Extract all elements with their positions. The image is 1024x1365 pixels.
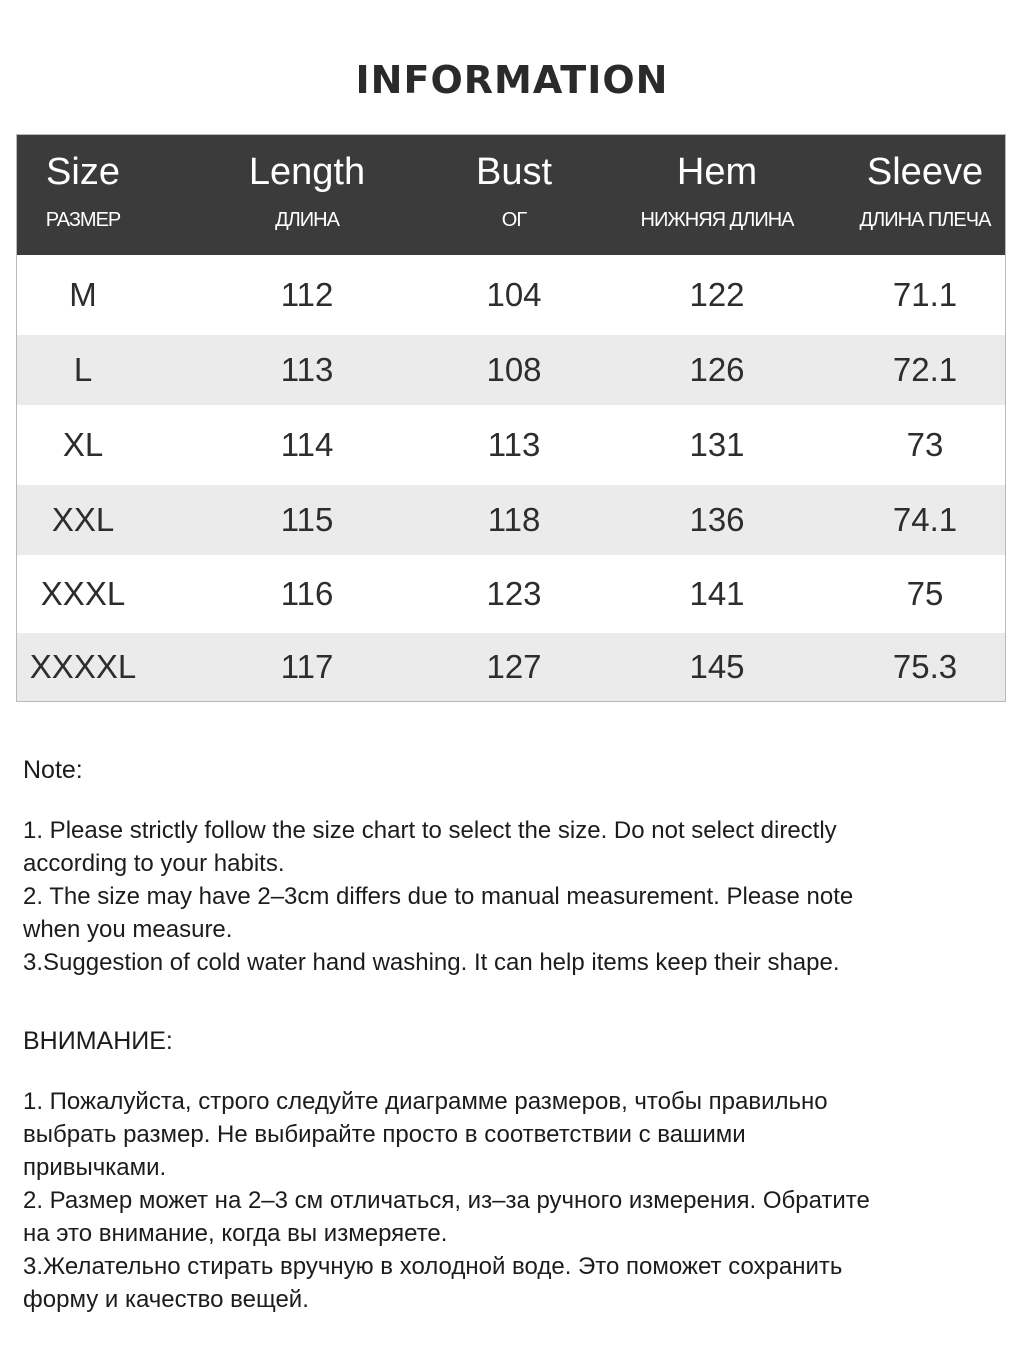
hem-cell: 145 — [689, 648, 745, 685]
header-hem — [617, 135, 817, 255]
note-text: 1. Please strictly follow the size chart to select the size. Do not select directly according to your habits. 2. The size may have 2–3cm differs due to manual measurement. Please note when you measure. 3.Suggestion of cold water hand washing. It can help items keep their shape. — [23, 817, 854, 976]
attention-section — [23, 1027, 1003, 1056]
note-title: Note: — [23, 756, 83, 784]
header-size — [17, 135, 149, 255]
bust-cell: 118 — [487, 501, 541, 538]
table-row — [17, 255, 1005, 335]
sleeve-cell: 72.1 — [892, 351, 958, 388]
header-bust — [414, 135, 614, 255]
length-cell: 114 — [280, 426, 334, 463]
bust-cell: 127 — [486, 648, 542, 685]
hem-cell: 141 — [689, 575, 745, 612]
header-sleeve-en: Sleeve — [866, 151, 984, 193]
length-cell: 115 — [280, 501, 334, 538]
bust-cell: 123 — [486, 575, 542, 612]
size-cell: M — [69, 276, 97, 313]
table-row — [17, 335, 1005, 405]
sleeve-cell: 73 — [906, 426, 944, 463]
table-row — [17, 633, 1005, 701]
length-cell: 117 — [280, 648, 334, 685]
sleeve-cell: 75 — [906, 575, 944, 612]
header-hem-en: Hem — [676, 151, 758, 193]
header-length — [207, 135, 407, 255]
table-row — [17, 485, 1005, 555]
table-row — [17, 555, 1005, 633]
bust-cell: 113 — [487, 426, 541, 463]
header-bust-en: Bust — [475, 151, 553, 193]
attention-text: 1. Пожалуйста, строго следуйте диаграмме размеров, чтобы правильно выбрать размер. Не выбирайте просто в соответствии с вашими привычками. 2. Размер может на 2–3 см отличаться, из–за ручного измерения. Обратите на это внимание, когда вы измеряете. 3.Желательно стирать вручную в холодной воде. Это поможет сохранить форму и качество вещей. — [23, 1088, 870, 1313]
size-cell: L — [73, 351, 93, 388]
size-cell: XXXL — [40, 575, 126, 612]
size-cell: XL — [62, 426, 104, 463]
length-cell: 113 — [280, 351, 334, 388]
table-header — [17, 135, 1005, 255]
size-cell: XXL — [51, 501, 115, 538]
table-row — [17, 405, 1005, 485]
header-sleeve — [825, 135, 1024, 255]
header-sleeve-ru: ДЛИНА ПЛЕЧА — [859, 209, 991, 231]
header-hem-ru: НИЖНЯЯ ДЛИНА — [640, 209, 794, 231]
header-length-en: Length — [248, 151, 366, 193]
size-chart-table — [16, 134, 1006, 702]
length-cell: 112 — [280, 276, 334, 313]
header-bust-ru: ОГ — [501, 209, 527, 231]
attention-title: ВНИМАНИЕ: — [23, 1027, 173, 1055]
length-cell: 116 — [280, 575, 334, 612]
hem-cell: 126 — [689, 351, 745, 388]
sleeve-cell: 74.1 — [892, 501, 958, 538]
hem-cell: 136 — [689, 501, 745, 538]
sleeve-cell: 71.1 — [892, 276, 958, 313]
sleeve-cell: 75.3 — [892, 648, 958, 685]
bust-cell: 108 — [486, 351, 542, 388]
header-size-ru: РАЗМЕР — [45, 209, 121, 231]
note-section — [23, 756, 1003, 785]
header-size-en: Size — [46, 151, 120, 193]
bust-cell: 104 — [486, 276, 542, 313]
hem-cell: 131 — [689, 426, 745, 463]
page-title: INFORMATION — [355, 58, 669, 102]
header-length-ru: ДЛИНА — [275, 209, 339, 231]
size-cell: XXXXL — [29, 648, 137, 685]
hem-cell: 122 — [689, 276, 745, 313]
